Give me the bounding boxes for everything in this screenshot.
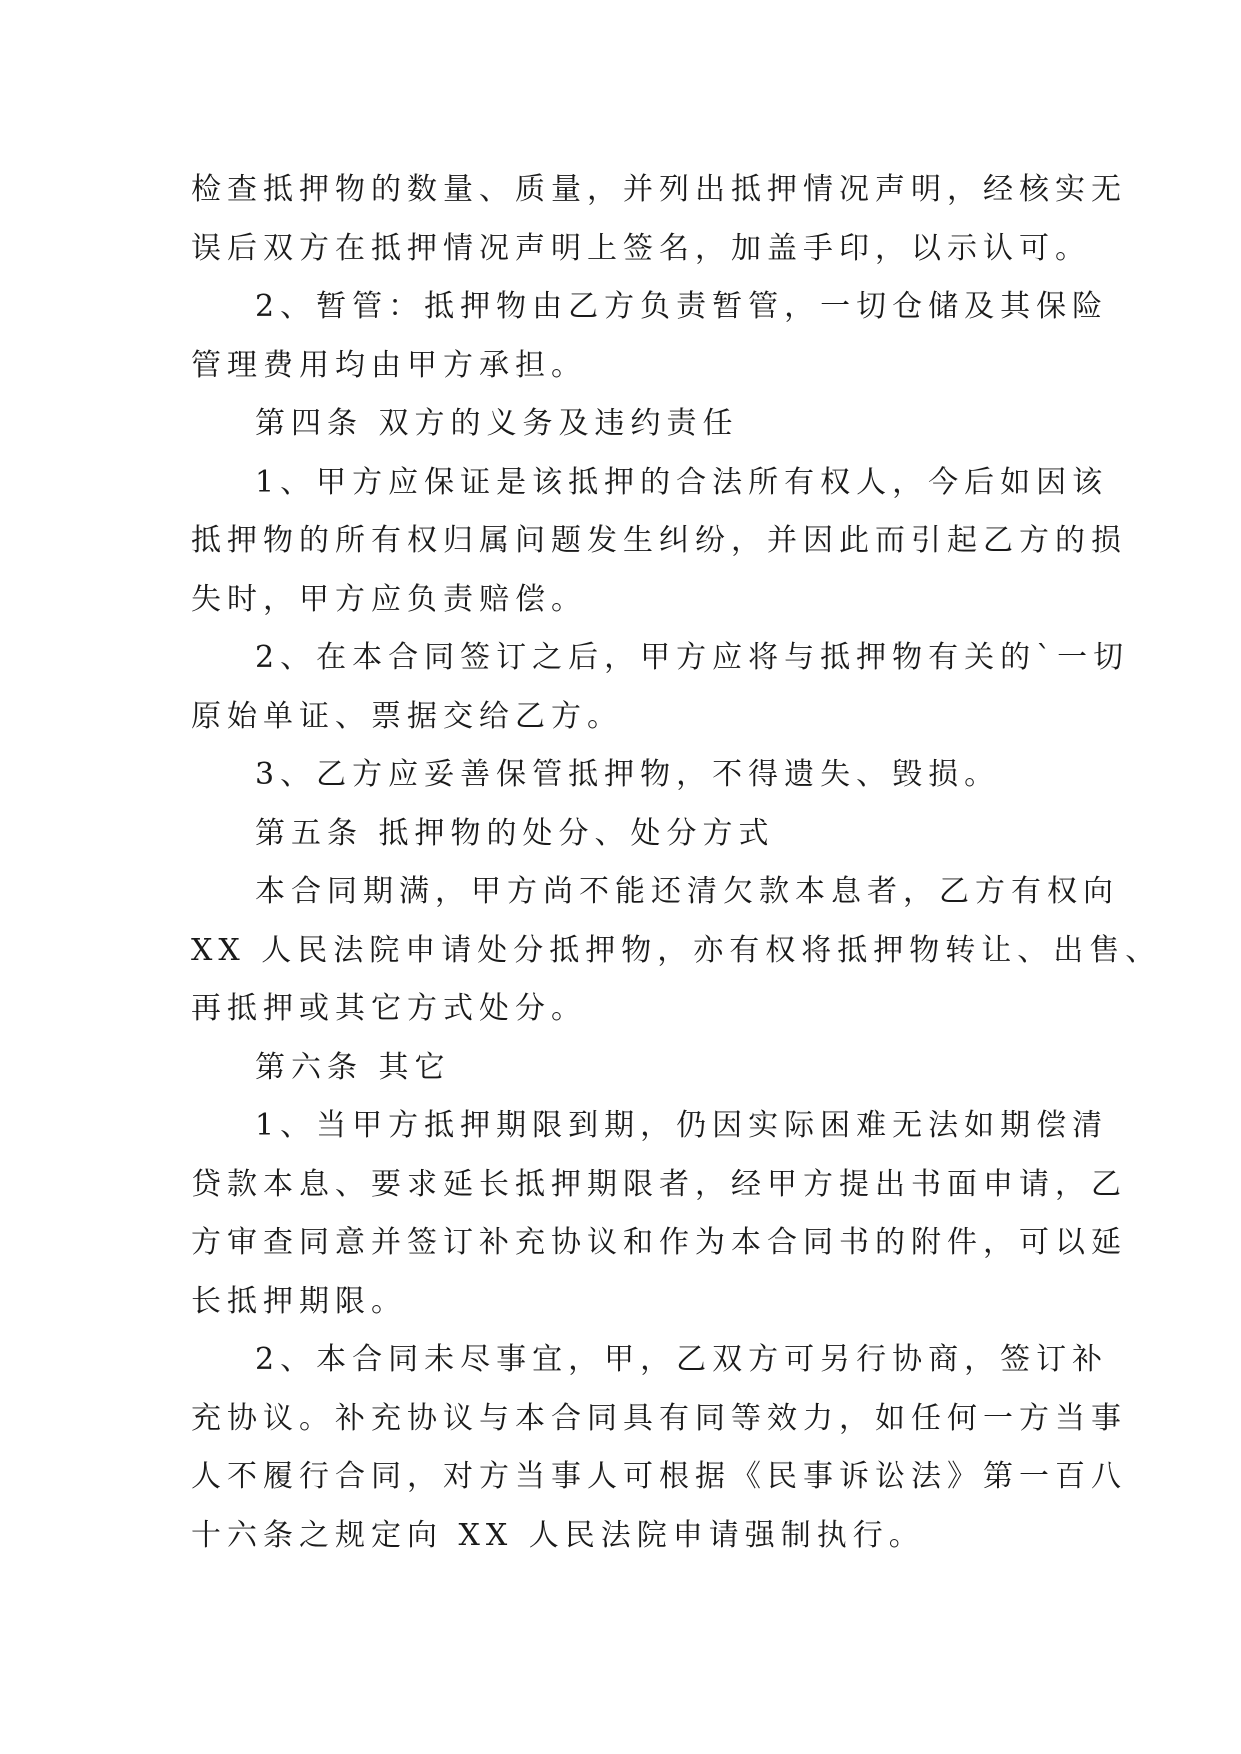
document-line: 长抵押期限。 (191, 1283, 407, 1319)
document-line: 第四条 双方的义务及违约责任 (255, 406, 739, 441)
document-line: 2、本合同未尽事宜，甲，乙双方可另行协商，签订补 (255, 1342, 1109, 1377)
document-line: 1、甲方应保证是该抵押的合法所有权人，今后如因该 (255, 464, 1109, 500)
document-line: 2、暂管：抵押物由乙方负责暂管，一切仓储及其保险 (255, 289, 1109, 324)
document-line: 本合同期满，甲方尚不能还清欠款本息者，乙方有权向 (255, 874, 1119, 909)
document-line: 失时，甲方应负责赔偿。 (191, 581, 587, 617)
document-line: 充协议。补充协议与本合同具有同等效力，如任何一方当事 (191, 1400, 1127, 1436)
document-line: 1、当甲方抵押期限到期，仍因实际困难无法如期偿清 (255, 1108, 1109, 1143)
document-line: XX 人民法院申请处分抵押物，亦有权将抵押物转让、出售、 (191, 932, 1162, 968)
document-line: 管理费用均由甲方承担。 (191, 347, 587, 383)
document-line: 2、在本合同签订之后，甲方应将与抵押物有关的`一切 (255, 640, 1130, 675)
document-line: 再抵押或其它方式处分。 (191, 991, 587, 1026)
document-line: 方审查同意并签订补充协议和作为本合同书的附件，可以延 (191, 1225, 1127, 1260)
document-line: 十六条之规定向 XX 人民法院申请强制执行。 (191, 1517, 925, 1553)
document-body (191, 161, 1162, 1565)
document-line: 3、乙方应妥善保管抵押物，不得遗失、毁损。 (255, 757, 1001, 792)
document-line: 第六条 其它 (255, 1049, 451, 1085)
document-line: 原始单证、票据交给乙方。 (191, 698, 623, 734)
document-line: 抵押物的所有权归属问题发生纠纷，并因此而引起乙方的损 (191, 523, 1127, 558)
document-line: 检查抵押物的数量、质量，并列出抵押情况声明，经核实无 (191, 172, 1127, 207)
document-line: 人不履行合同，对方当事人可根据《民事诉讼法》第一百八 (191, 1459, 1127, 1494)
document-line: 误后双方在抵押情况声明上签名，加盖手印，以示认可。 (191, 230, 1091, 266)
document-line: 贷款本息、要求延长抵押期限者，经甲方提出书面申请，乙 (191, 1166, 1127, 1202)
document-line: 第五条 抵押物的处分、处分方式 (255, 815, 775, 851)
